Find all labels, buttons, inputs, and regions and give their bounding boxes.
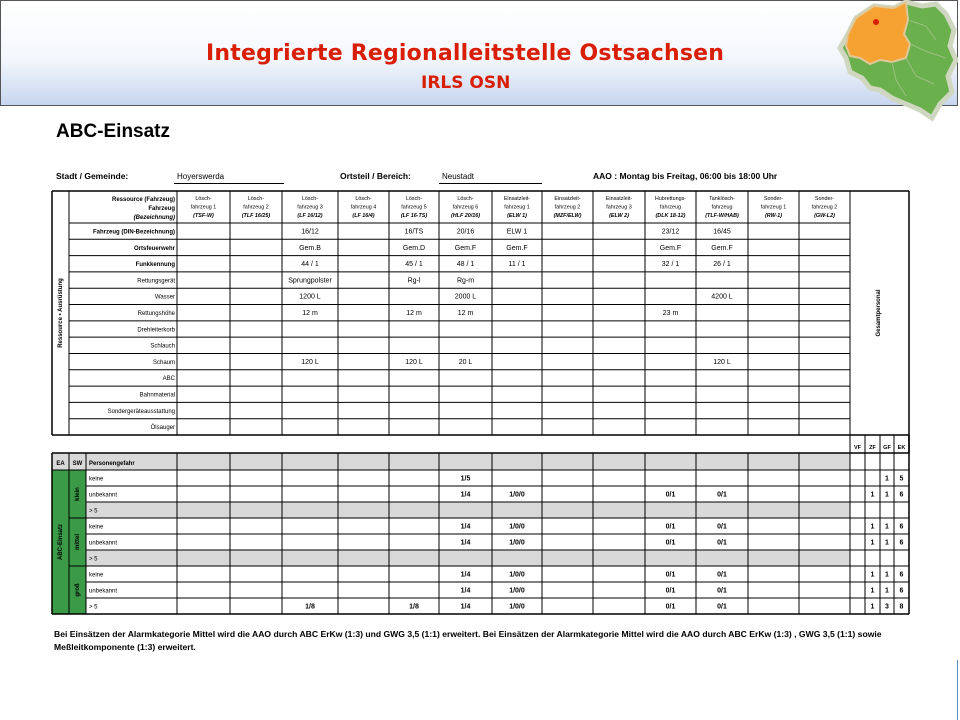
alarm-cell-value: 1/8 [305,603,315,611]
personnel-header: ZF [869,445,876,451]
alarm-row-label: keine [89,572,104,579]
severity-group-label: groß [75,583,81,597]
alarm-cell-value: 1/0/0 [509,571,525,579]
personnel-cell-value: 6 [899,491,904,499]
alarm-row-label: unbekannt [89,540,118,547]
resource-cell-value: Rg-l [407,277,421,285]
alarm-cell-value: 1/0/0 [509,523,525,531]
severity-group-label: mittel [75,533,81,551]
resource-cell-value: 48 / 1 [456,261,475,269]
vehicle-column-header: Lösch- [247,196,265,202]
vehicle-column-header: fahrzeug [711,204,733,211]
vehicle-column-header: (LF 16/4) [352,213,375,219]
district-label: Ortsteil / Bereich: [340,171,411,181]
vehicle-column-header: (ELW 2) [609,213,629,219]
personnel-cell-value: 1 [870,571,875,579]
alarm-cell-value: 0/1 [665,603,676,611]
resource-cell-value: 44 / 1 [301,261,319,269]
personnel-cell-value: 1 [885,571,889,579]
vehicle-column-header: Sonder- [814,196,835,202]
vehicle-column-header: (MZF/ELW) [553,213,582,219]
alarm-row-label: keine [89,524,104,531]
vehicle-column-header: fahrzeug 6 [452,204,479,211]
personnel-cell-value: 3 [885,603,889,611]
resource-cell-value: ELW 1 [506,228,528,236]
vehicle-column-header: fahrzeug 2 [811,204,838,211]
personnel-cell-value: 1 [870,523,875,531]
resource-cell-value: Gem.F [506,244,528,252]
alarm-cell-value: 0/1 [665,491,676,499]
alarm-cell-value: 1/0/0 [509,539,525,547]
vehicle-column-header: (TLF-W/HAB) [705,213,739,219]
resource-cell-value: 20 L [458,358,473,366]
resource-cell-value: 12 m [302,309,318,317]
resource-row-label: Funkkennung [135,262,175,269]
vehicle-column-header: Einsatzleit- [605,196,633,202]
personnel-cell-value: 1 [885,539,889,547]
resource-row-label: Rettungsgerät [137,278,175,285]
city-field: Hoyerswerda [177,172,225,181]
personengefahr-label: Personengefahr [89,461,135,467]
alarm-cell-value: 0/1 [717,539,727,547]
vehicle-column-header: fahrzeug 1 [760,204,787,211]
alarm-cell-value: 0/1 [717,571,727,579]
page-header-subtitle: IRLS OSN [421,73,511,93]
shaded-row [86,550,850,566]
vehicle-column-header: Lösch- [457,196,474,202]
alarm-cell-value: 1/0/0 [509,491,525,499]
resource-row-label: Ölsauger [150,425,175,432]
resource-cell-value: 12 m [406,309,422,317]
vehicle-column-header: Lösch- [355,196,372,202]
personnel-cell-value: 6 [899,539,904,547]
resource-cell-value: 45 / 1 [405,261,423,269]
personnel-cell-value: 1 [870,539,875,547]
alarm-cell-value: 1/8 [409,603,419,611]
vehicle-column-header: (HLF 20/16) [450,213,481,219]
ea-label: EA [56,461,65,467]
alarm-cell-value: 0/1 [717,603,727,611]
resource-row-label: Schlauch [150,343,175,350]
page-header-title: Integrierte Regionalleitstelle Ostsachsen [206,41,725,66]
resource-row-label: Sondergeräteausstattung [107,408,175,415]
vehicle-column-header: Hubrettungs- [654,196,687,202]
vehicle-column-header: Tanklösch- [709,196,735,202]
resource-cell-value: 23 m [662,309,679,317]
vehicle-column-header: Sonder- [763,196,784,202]
vehicle-column-header: (RW-1) [764,213,783,219]
alarm-row-label: > 5 [89,556,98,563]
personnel-cell-value: 1 [885,491,889,499]
sw-label: SW [72,461,83,467]
alarm-cell-value: 0/1 [717,523,727,531]
shaded-row [86,502,850,518]
personnel-cell-value: 1 [870,491,875,499]
vehicle-column-header: (DLK 18-12) [655,213,686,219]
personnel-header: GF [883,445,891,451]
resource-cell-value: 2000 L [454,293,477,301]
resource-cell-value: Gem.F [454,244,477,252]
vehicle-column-header: fahrzeug 5 [401,204,427,211]
resource-cell-value: 23/12 [661,228,680,236]
personnel-cell-value: 1 [870,603,875,611]
resource-cell-value: Sprungpolster [288,277,332,285]
vehicle-column-header: (TSF-W) [193,213,214,219]
resource-cell-value: 1200 L [299,293,321,301]
resource-cell-value: Rg-m [456,277,475,285]
vehicle-column-header: Lösch- [301,196,319,202]
resource-cell-value: Gem.D [402,244,426,252]
alarm-header-row [52,453,850,470]
alarm-row-label: unbekannt [89,492,118,499]
resource-cell-value: Gem.B [299,244,321,252]
personnel-cell-value: 1 [885,475,889,483]
alarm-cell-value: 0/1 [665,587,676,595]
resource-row-label: Ortsfeuerwehr [133,245,175,252]
resource-row-label: Rettungshöhe [137,310,175,317]
header-resource-label: Ressource (Fahrzeug) [111,197,175,203]
alarm-cell-value: 1/4 [460,571,471,579]
severity-group-label: klein [75,487,81,501]
resource-cell-value: 12 m [457,309,474,317]
alarm-cell-value: 1/4 [460,603,471,611]
alarm-row-label: > 5 [89,508,98,515]
vehicle-column-header: (ELW 1) [507,213,527,219]
city-label: Stadt / Gemeinde: [56,171,129,181]
vehicle-column-header: Einsatzleit- [503,196,531,202]
vehicle-column-header: (TLF 16/25) [241,213,271,219]
resource-cell-value: 26 / 1 [713,261,731,269]
aao-schedule: AAO : Montag bis Freitag, 06:00 bis 18:00 Uhr [593,171,778,181]
resource-cell-value: Gem.F [659,244,682,252]
vehicle-column-header: fahrzeug 4 [350,204,377,211]
vehicle-column-header: fahrzeug 2 [554,204,581,211]
resource-row-label: ABC [162,376,175,383]
alarm-cell-value: 1/4 [460,491,471,499]
alarm-cell-value: 0/1 [665,539,676,547]
vehicle-column-header: fahrzeug [660,204,681,211]
resource-cell-value: 11 / 1 [508,261,526,269]
resource-row-label: Fahrzeug (DIN-Bezeichnung) [93,229,175,236]
header-designation-label: (Bezeichnung) [133,215,175,221]
resource-cell-value: 120 L [301,358,319,366]
alarm-cell-value: 0/1 [665,523,676,531]
vehicle-column-header: Einsatzleit- [554,196,581,202]
personnel-cell-value: 1 [885,587,889,595]
alarm-cell-value: 1/4 [460,539,471,547]
alarm-cell-value: 1/4 [460,587,471,595]
vehicle-column-header: (GW-L2) [814,213,835,219]
personnel-header: VF [853,445,862,451]
personnel-cell-value: 8 [899,603,904,611]
personnel-cell-value: 1 [870,587,875,595]
personnel-cell-value: 6 [899,523,904,531]
alarm-cell-value: 1/0/0 [509,603,525,611]
vehicle-column-header: (LF 16-TS) [400,213,428,219]
personnel-cell-value: 5 [899,475,904,483]
vehicle-column-header: Lösch- [405,196,423,202]
vehicle-column-header: fahrzeug 1 [190,204,217,211]
resource-cell-value: 16/12 [301,228,319,236]
resource-cell-value: Gem.F [711,244,733,252]
personnel-cell-value: 1 [885,523,889,531]
resource-row-label: Drehleiterkorb [137,327,175,334]
resource-group-label: Ressource • Ausrüstung [58,278,64,348]
personnel-cell-value: 6 [899,587,904,595]
header-vehicle-label: Fahrzeug [148,206,175,212]
alarm-cell-value: 0/1 [717,587,727,595]
personnel-side-label: Gesamtpersonal [876,289,882,337]
vehicle-column-header: Lösch- [195,196,212,202]
alarm-cell-value: 1/0/0 [509,587,525,595]
alarm-row-label: keine [89,476,104,483]
page-title: ABC-Einsatz [56,121,171,142]
alarm-row-label: > 5 [89,604,98,611]
resource-cell-value: 120 L [713,358,731,366]
resource-cell-value: 16/45 [713,228,731,236]
vehicle-column-header: fahrzeug 3 [297,204,323,211]
resource-cell-value: 120 L [405,358,423,366]
resource-row-label: Schaum [152,359,175,366]
district-field: Neustadt [442,172,475,181]
resource-cell-value: 16/TS [404,228,424,236]
footnote: Bei Einsätzen der Alarmkategorie Mittel wird die AAO durch ABC ErKw (1:3) und GWG 3,5 (1:1) erweitert. Bei Einsätzen der Alarmkategorie Mittel wird die AAO durch ABC ErKw (1:3) , GWG 3,5 (1:1) sowie Meßleitkomponente (1:3) erweitert. [54,629,882,652]
resource-row-label: Wasser [154,294,175,301]
vehicle-column-header: fahrzeug 2 [243,204,269,211]
abc-einsatz-label: ABC-Einsatz [58,523,64,561]
resource-row-label: Bahnmaterial [139,392,175,399]
vehicle-column-header: (LF 16/12) [297,213,323,219]
edge-accent [957,660,958,720]
resource-cell-value: 32 / 1 [661,261,680,269]
alarm-cell-value: 1/5 [460,475,471,483]
vehicle-column-header: fahrzeug 1 [504,204,530,211]
alarm-cell-value: 0/1 [665,571,676,579]
alarm-row-label: unbekannt [89,588,118,595]
personnel-cell-value: 6 [899,571,904,579]
resource-cell-value: 4200 L [711,293,733,301]
vehicle-column-header: fahrzeug 3 [606,204,632,211]
alarm-cell-value: 0/1 [717,491,727,499]
personnel-header: EK [897,445,906,451]
alarm-cell-value: 1/4 [460,523,471,531]
resource-cell-value: 20/16 [456,228,475,236]
